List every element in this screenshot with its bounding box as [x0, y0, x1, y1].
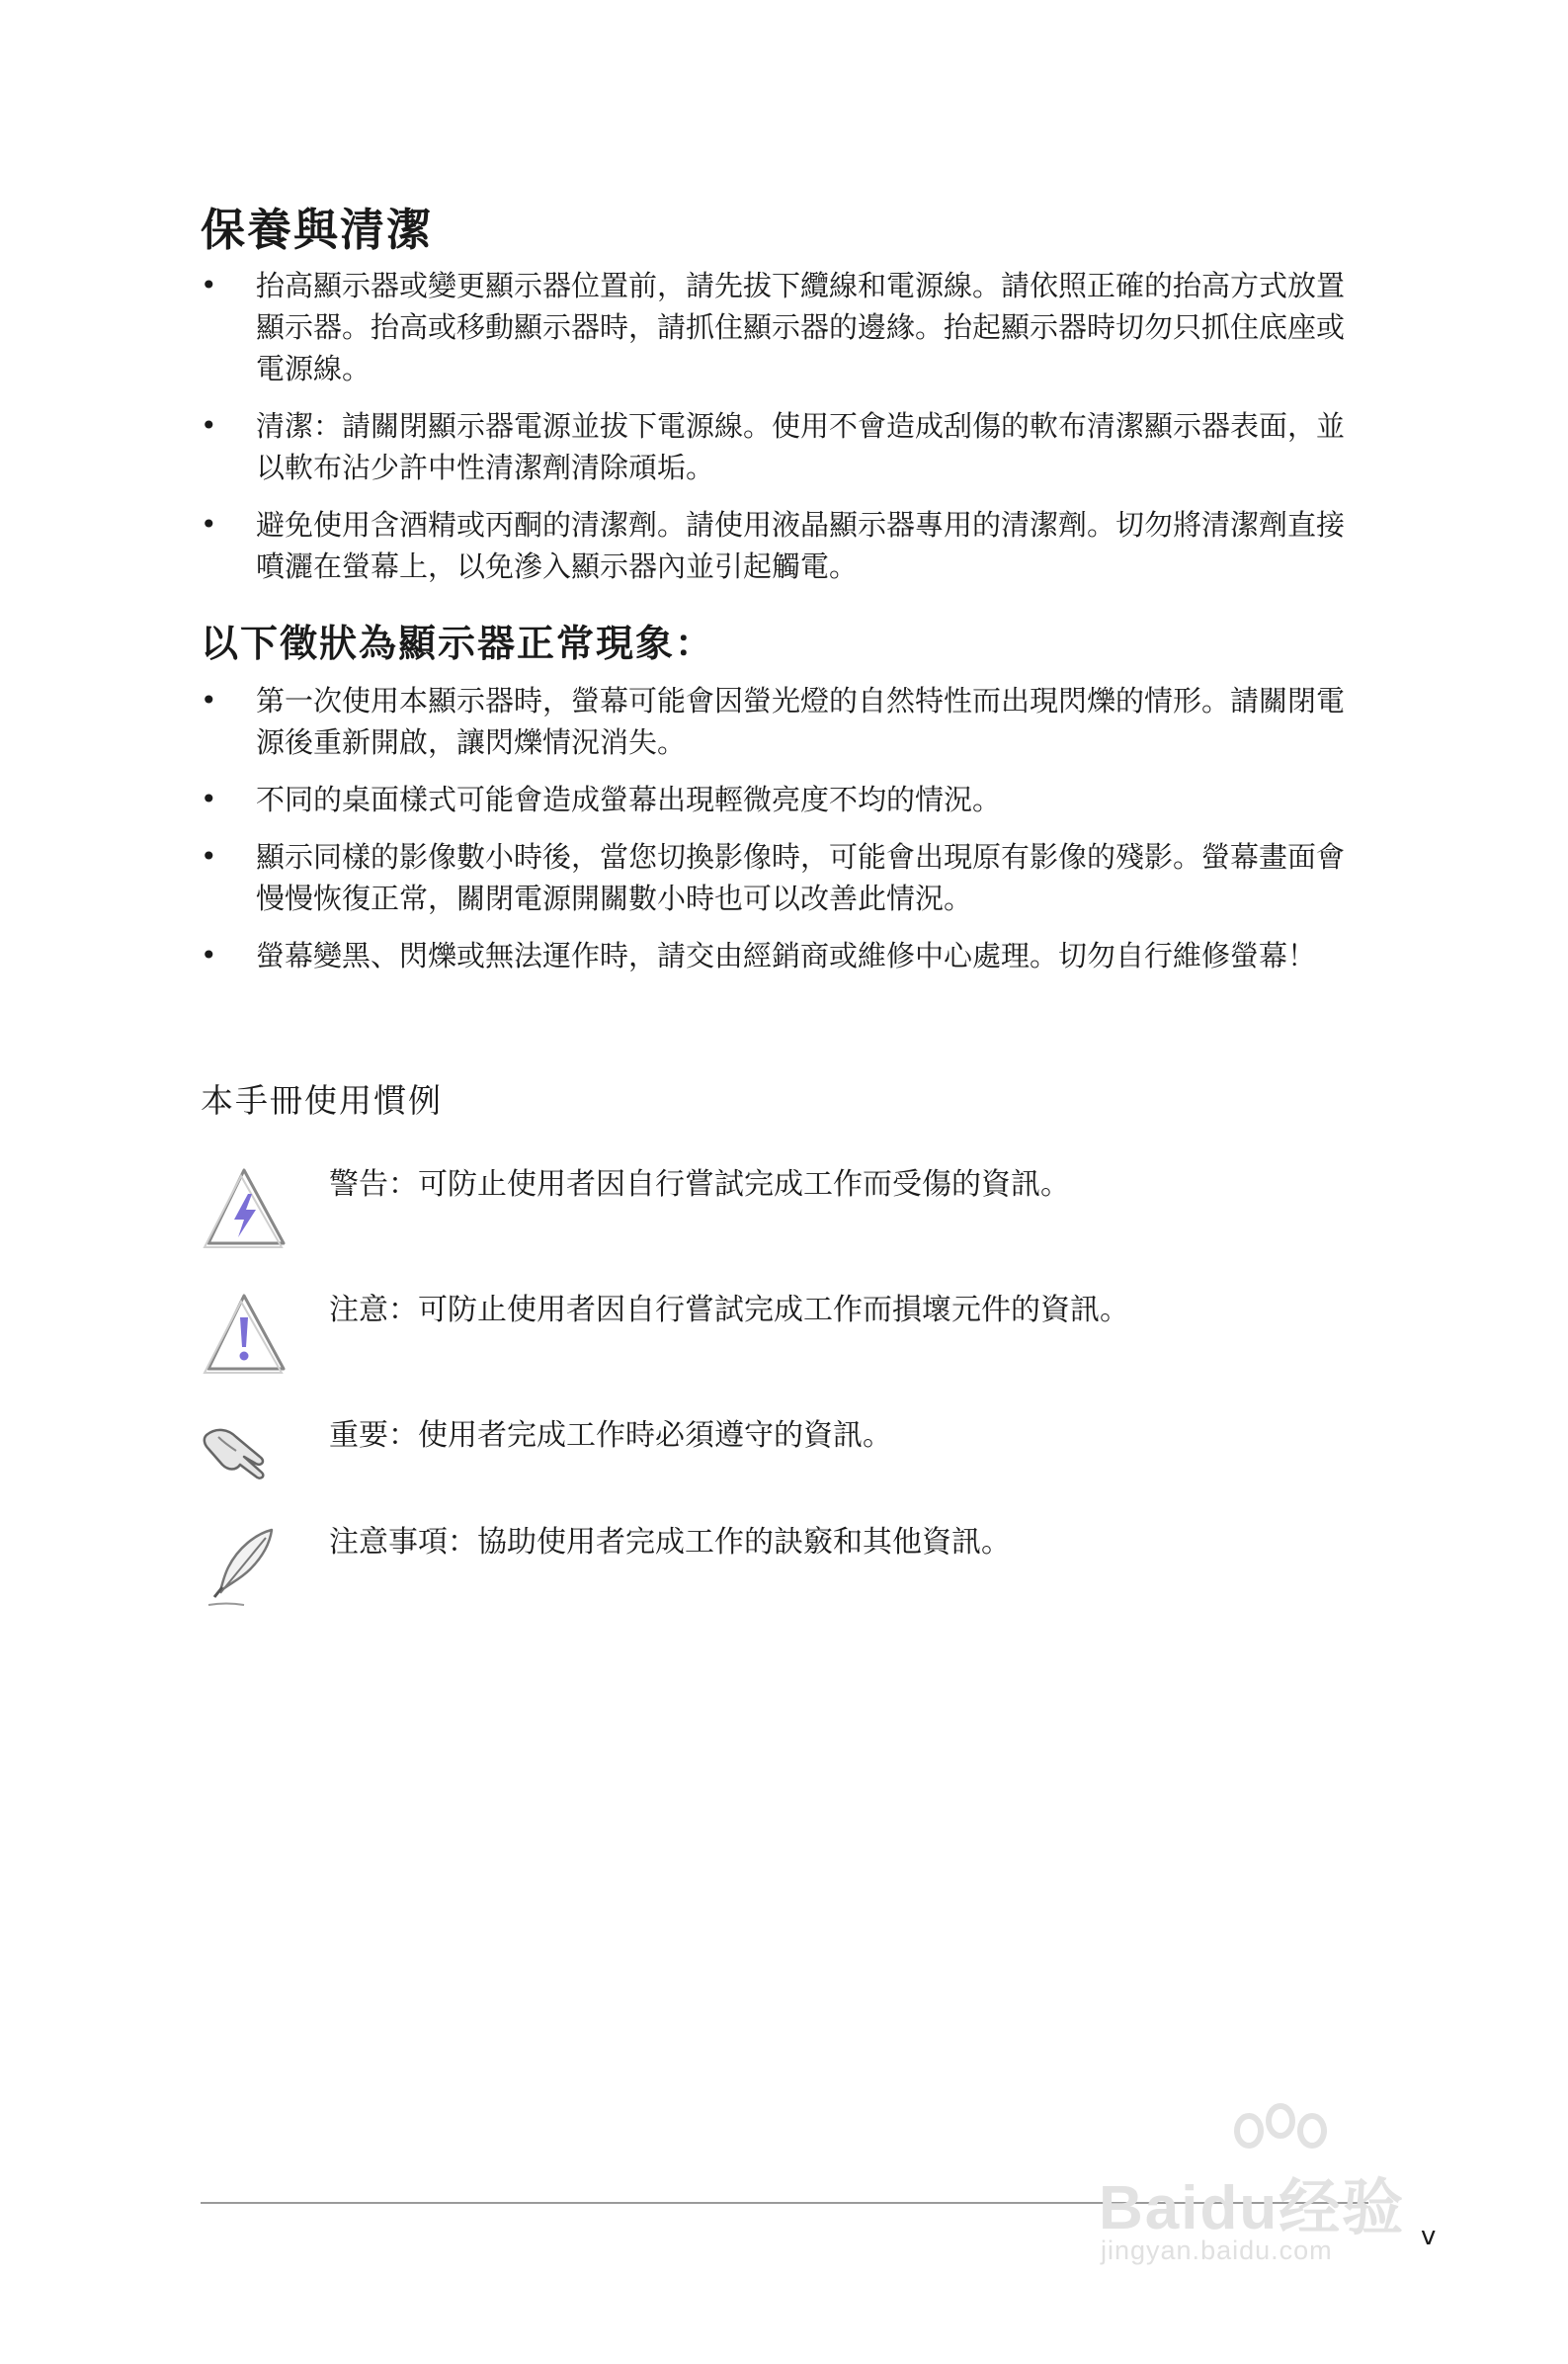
list-item — [201, 405, 1366, 488]
normal-symptoms-list — [201, 680, 1366, 992]
convention-warning — [201, 1164, 1386, 1259]
section-title-care-cleaning: 保養與清潔 — [201, 204, 434, 256]
list-item-text: 第一次使用本顯示器時，螢幕可能會因螢光燈的自然特性而出現閃爍的情形。請關閉電源後重新開啟，讓閃爍情況消失。 — [256, 684, 1346, 759]
convention-important — [201, 1415, 1386, 1510]
list-item-text: 避免使用含酒精或丙酮的清潔劑。請使用液晶顯示器專用的清潔劑。切勿將清潔劑直接噴灑在螢幕上，以免滲入顯示器內並引起觸電。 — [256, 508, 1346, 583]
convention-caution-text: 注意：可防止使用者因自行嘗試完成工作而損壞元件的資訊。 — [329, 1293, 1129, 1327]
list-item — [201, 779, 1366, 820]
list-item-text: 不同的桌面樣式可能會造成螢幕出現輕微亮度不均的情況。 — [256, 783, 1002, 816]
convention-note — [201, 1522, 1386, 1617]
watermark-url: jingyan.baidu.com — [1101, 2236, 1333, 2265]
bullet-dot: • — [201, 684, 217, 717]
list-item-text: 清潔：請關閉顯示器電源並拔下電源線。使用不會造成刮傷的軟布清潔顯示器表面，並以軟布沾少許中性清潔劑清除頑垢。 — [256, 409, 1346, 484]
bullet-dot: • — [201, 269, 217, 301]
list-item-text: 螢幕變黑、閃爍或無法運作時，請交由經銷商或維修中心處理。切勿自行維修螢幕！ — [256, 939, 1317, 972]
pointing-hand-icon — [201, 1415, 289, 1504]
bullet-dot: • — [201, 508, 217, 541]
bullet-dot: • — [201, 840, 217, 873]
bullet-dot: • — [201, 783, 217, 815]
list-item — [201, 680, 1366, 763]
list-item-text: 抬高顯示器或變更顯示器位置前，請先拔下纜線和電源線。請依照正確的抬高方式放置顯示器。抬高或移動顯示器時，請抓住顯示器的邊緣。抬起顯示器時切勿只抓住底座或電源線。 — [256, 269, 1346, 385]
convention-important-text: 重要：使用者完成工作時必須遵守的資訊。 — [329, 1418, 892, 1453]
page-number: v — [1421, 2222, 1437, 2251]
list-item-text: 顯示同樣的影像數小時後，當您切換影像時，可能會出現原有影像的殘影。螢幕畫面會慢慢恢復正常，關閉電源開關數小時也可以改善此情況。 — [256, 840, 1346, 915]
baidu-watermark — [1093, 2103, 1478, 2271]
list-item — [201, 935, 1366, 976]
list-item — [201, 504, 1366, 587]
bullet-dot: • — [201, 939, 217, 971]
lightning-warning-icon — [201, 1164, 289, 1253]
list-item — [201, 265, 1366, 389]
bullet-dot: • — [201, 409, 217, 442]
feather-pen-icon — [201, 1522, 289, 1611]
section-title-normal-symptoms: 以下徵狀為顯示器正常現象： — [201, 622, 715, 665]
convention-caution — [201, 1290, 1386, 1385]
convention-warning-text: 警告：可防止使用者因自行嘗試完成工作而受傷的資訊。 — [329, 1167, 1070, 1202]
section-title-conventions: 本手冊使用慣例 — [201, 1081, 443, 1120]
watermark-brand: Baidu经验 — [1099, 2174, 1406, 2242]
care-cleaning-list — [201, 265, 1366, 603]
exclamation-caution-icon — [201, 1290, 289, 1379]
convention-note-text: 注意事項：協助使用者完成工作的訣竅和其他資訊。 — [329, 1525, 1011, 1560]
list-item — [201, 836, 1366, 919]
